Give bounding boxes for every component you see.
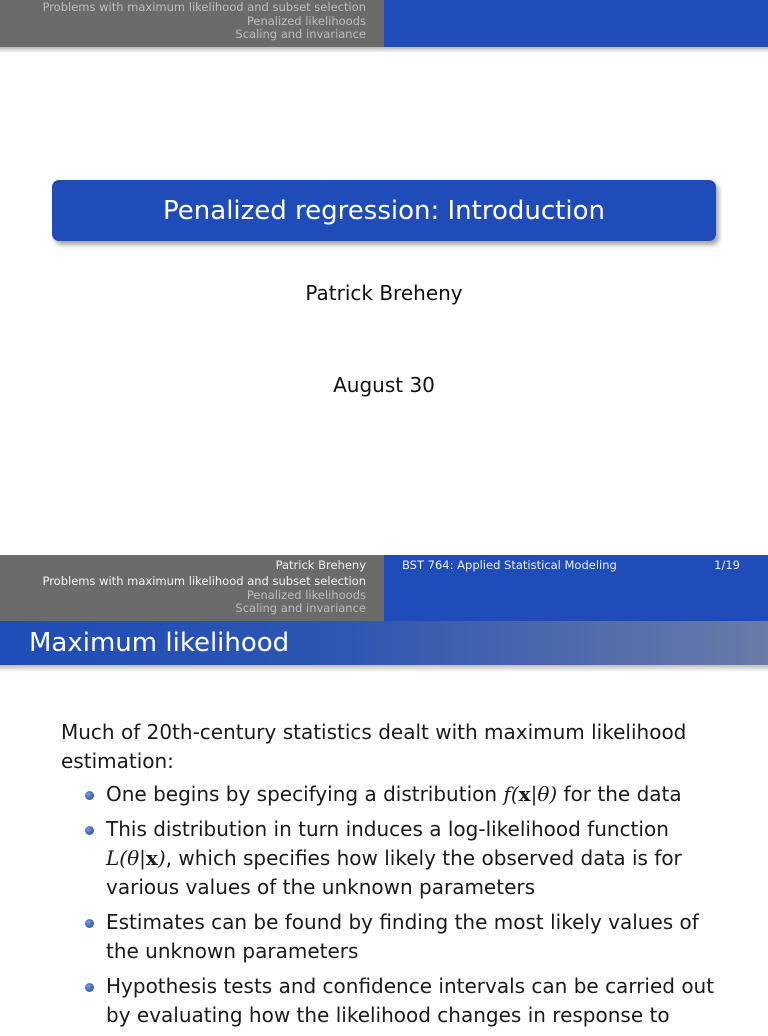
presentation-title-box: [52, 180, 716, 241]
list-item: One begins by specifying a distribution f(x|θ) for the data: [61, 780, 721, 809]
nav-section-ml-subset[interactable]: Problems with maximum likelihood and subset selection: [42, 0, 366, 14]
nav-section-penalized[interactable]: Penalized likelihoods: [246, 13, 366, 28]
slide2-header: [0, 575, 768, 621]
list-item: Hypothesis tests and confidence intervals can be carried out by evaluating how the likelihood changes in response to: [61, 972, 721, 1030]
intro-paragraph: Much of 20th-century statistics dealt with maximum likelihood estimation:: [61, 720, 687, 773]
nav-section-ml-subset-current[interactable]: Problems with maximum likelihood and subset selection: [42, 574, 366, 588]
slide1-section-nav: [0, 0, 384, 47]
nav-section-scaling[interactable]: Scaling and invariance: [235, 601, 366, 616]
frame-title-text: Maximum likelihood: [29, 628, 290, 658]
math-loglik: L(θ|x): [106, 846, 166, 870]
frame-title-shadow: [0, 665, 768, 672]
presentation-author: Patrick Breheny: [305, 281, 463, 305]
list-item: This distribution in turn induces a log-likelihood function L(θ|x), which specifies how likely the observed data is for various values of the unknown parameters: [61, 815, 721, 902]
footer-author: Patrick Breheny: [0, 555, 384, 575]
header-shadow: [0, 47, 768, 53]
bullet-icon: [85, 983, 94, 992]
bullet-icon: [85, 919, 94, 928]
frame-title: [0, 621, 768, 665]
slide2-body: [61, 718, 721, 1036]
slide1-header-right: [384, 0, 768, 47]
slide2-header-right: [384, 575, 768, 621]
presentation-date: August 30: [333, 373, 435, 397]
nav-section-scaling[interactable]: Scaling and invariance: [235, 27, 366, 42]
slide2-section-nav: [0, 575, 384, 621]
bullet-icon: [85, 791, 94, 800]
nav-section-penalized[interactable]: Penalized likelihoods: [246, 587, 366, 602]
presentation-title: Penalized regression: Introduction: [163, 195, 605, 226]
slide1-header: [0, 0, 768, 47]
bullet-icon: [85, 826, 94, 835]
bullet-list: [61, 780, 721, 1030]
footer-right: [384, 555, 768, 575]
math-density: f(x|θ): [503, 782, 558, 806]
footer-course: BST 764: Applied Statistical Modeling: [402, 558, 617, 572]
list-item: Estimates can be found by finding the most likely values of the unknown parameters: [61, 908, 721, 966]
footer-page-number: 1/19: [714, 558, 740, 572]
slide-footer: [0, 555, 768, 575]
